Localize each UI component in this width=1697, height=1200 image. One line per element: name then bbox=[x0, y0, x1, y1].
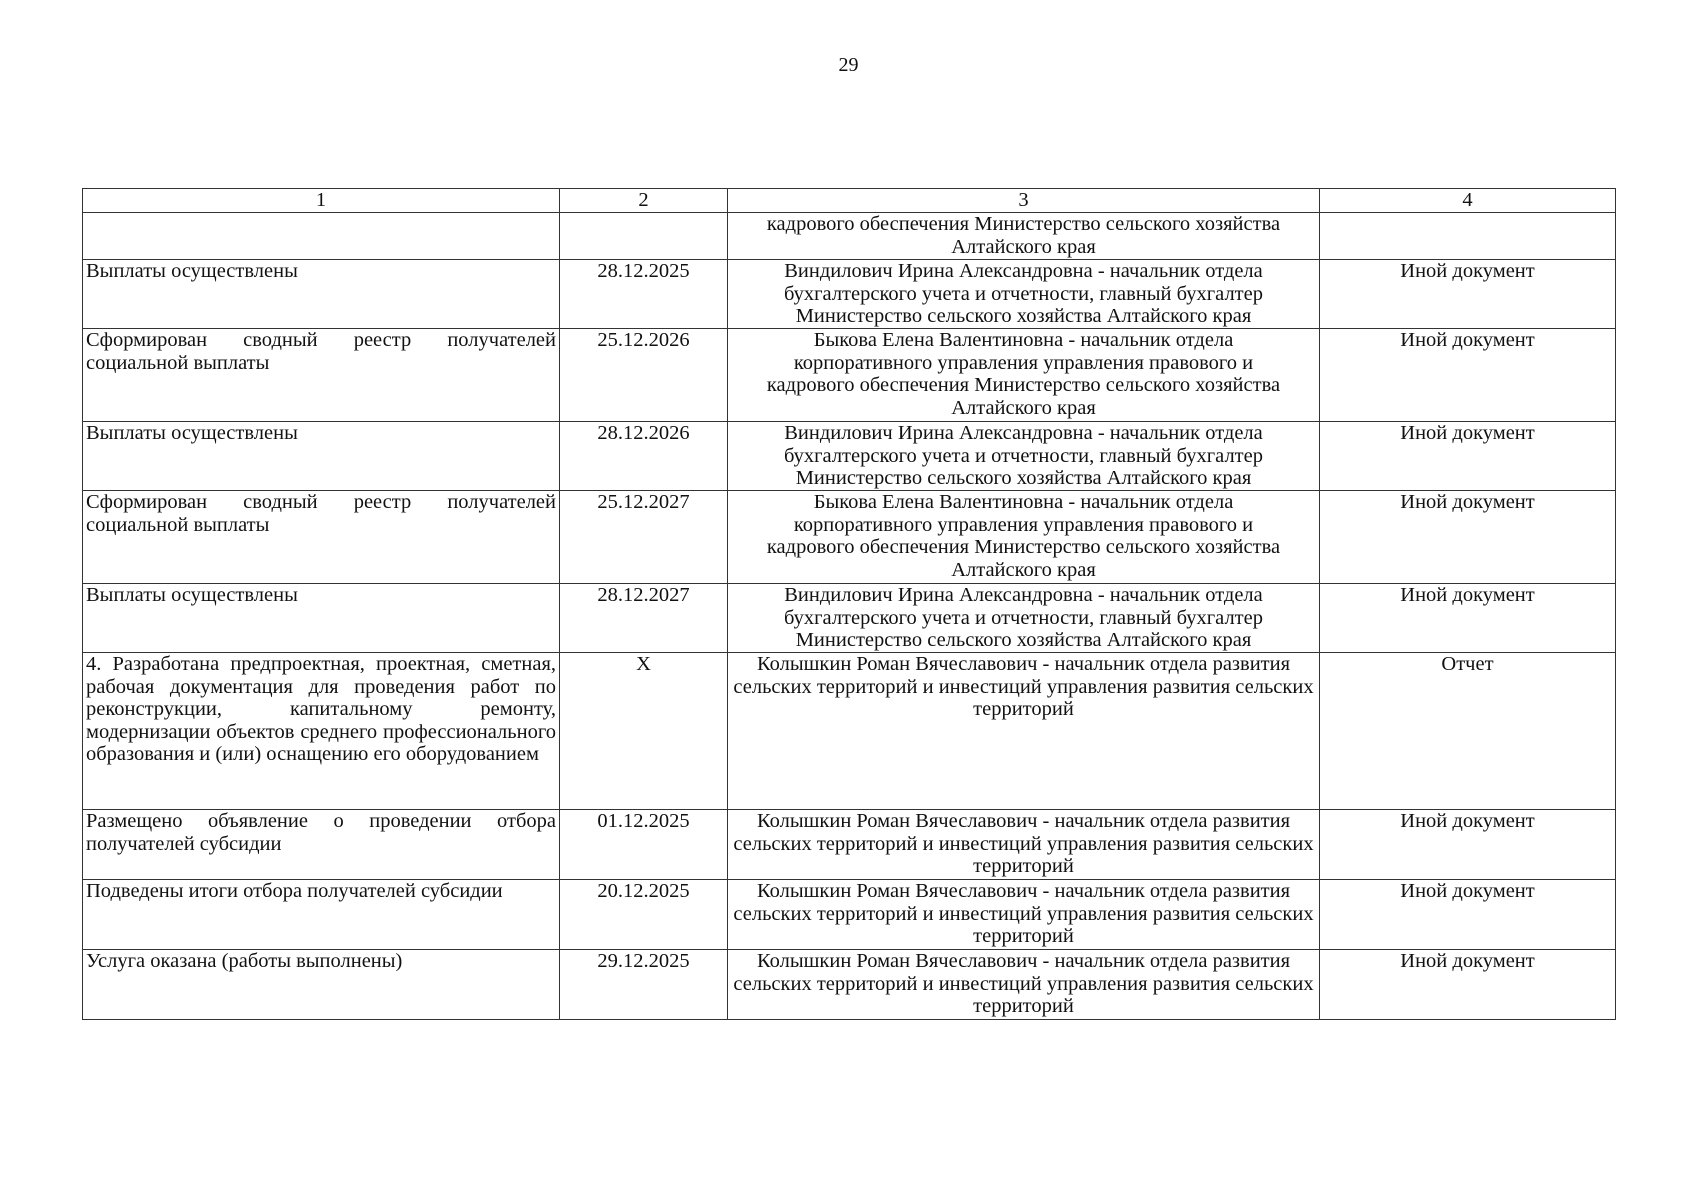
responsible-cell: Колышкин Роман Вячеславович - начальник отдела развития сельских территорий и инвестиций управления развития сельских территорий bbox=[728, 810, 1320, 880]
date-cell bbox=[560, 213, 728, 260]
table-row bbox=[83, 422, 1616, 491]
table-row bbox=[83, 880, 1616, 950]
column-number: 4 bbox=[1320, 189, 1616, 213]
responsible-cell: Быкова Елена Валентиновна - начальник отдела корпоративного управления управления правового и кадрового обеспечения Министерство сельского хозяйства Алтайского края bbox=[728, 329, 1320, 422]
table-row bbox=[83, 584, 1616, 653]
event-cell: Услуга оказана (работы выполнены) bbox=[83, 950, 560, 1020]
date-cell: 25.12.2027 bbox=[560, 491, 728, 584]
table-row bbox=[83, 653, 1616, 810]
column-number: 3 bbox=[728, 189, 1320, 213]
event-cell: Размещено объявление о проведении отбора получателей субсидии bbox=[83, 810, 560, 880]
document-type-cell: Иной документ bbox=[1320, 810, 1616, 880]
responsible-cell: Виндилович Ирина Александровна - начальник отдела бухгалтерского учета и отчетности, главный бухгалтер Министерство сельского хозяйства Алтайского края bbox=[728, 584, 1320, 653]
event-cell bbox=[83, 213, 560, 260]
page-number: 29 bbox=[838, 54, 859, 76]
document-type-cell: Иной документ bbox=[1320, 260, 1616, 329]
event-cell: Подведены итоги отбора получателей субсидии bbox=[83, 880, 560, 950]
event-cell: Выплаты осуществлены bbox=[83, 422, 560, 491]
responsible-cell: Виндилович Ирина Александровна - начальник отдела бухгалтерского учета и отчетности, главный бухгалтер Министерство сельского хозяйства Алтайского края bbox=[728, 260, 1320, 329]
table-row bbox=[83, 491, 1616, 584]
table-row bbox=[83, 810, 1616, 880]
table-row bbox=[83, 950, 1616, 1020]
column-number: 2 bbox=[560, 189, 728, 213]
document-type-cell bbox=[1320, 213, 1616, 260]
date-cell: 29.12.2025 bbox=[560, 950, 728, 1020]
event-cell: Сформирован сводный реестр получателей социальной выплаты bbox=[83, 329, 560, 422]
column-number-row bbox=[83, 189, 1616, 213]
document-type-cell: Иной документ bbox=[1320, 329, 1616, 422]
date-cell: 28.12.2027 bbox=[560, 584, 728, 653]
document-type-cell: Иной документ bbox=[1320, 950, 1616, 1020]
table-row bbox=[83, 213, 1616, 260]
event-cell: Выплаты осуществлены bbox=[83, 584, 560, 653]
date-cell: 28.12.2025 bbox=[560, 260, 728, 329]
responsible-cell: кадрового обеспечения Министерство сельского хозяйства Алтайского края bbox=[728, 213, 1320, 260]
date-cell: 20.12.2025 bbox=[560, 880, 728, 950]
event-cell: 4. Разработана предпроектная, проектная, сметная, рабочая документация для проведения работ по реконструкции, капитальному ремонту, модернизации объектов среднего профессионального образования и (или) оснащению его оборудованием bbox=[83, 653, 560, 810]
date-cell: X bbox=[560, 653, 728, 810]
document-type-cell: Иной документ bbox=[1320, 584, 1616, 653]
column-number: 1 bbox=[83, 189, 560, 213]
table-row bbox=[83, 260, 1616, 329]
date-cell: 25.12.2026 bbox=[560, 329, 728, 422]
event-cell: Выплаты осуществлены bbox=[83, 260, 560, 329]
document-type-cell: Отчет bbox=[1320, 653, 1616, 810]
responsible-cell: Виндилович Ирина Александровна - начальник отдела бухгалтерского учета и отчетности, главный бухгалтер Министерство сельского хозяйства Алтайского края bbox=[728, 422, 1320, 491]
document-type-cell: Иной документ bbox=[1320, 491, 1616, 584]
responsible-cell: Быкова Елена Валентиновна - начальник отдела корпоративного управления управления правового и кадрового обеспечения Министерство сельского хозяйства Алтайского края bbox=[728, 491, 1320, 584]
date-cell: 01.12.2025 bbox=[560, 810, 728, 880]
document-type-cell: Иной документ bbox=[1320, 880, 1616, 950]
responsible-cell: Колышкин Роман Вячеславович - начальник отдела развития сельских территорий и инвестиций управления развития сельских территорий bbox=[728, 950, 1320, 1020]
schedule-table bbox=[82, 188, 1616, 1020]
event-cell: Сформирован сводный реестр получателей социальной выплаты bbox=[83, 491, 560, 584]
responsible-cell: Колышкин Роман Вячеславович - начальник отдела развития сельских территорий и инвестиций управления развития сельских территорий bbox=[728, 653, 1320, 810]
date-cell: 28.12.2026 bbox=[560, 422, 728, 491]
document-type-cell: Иной документ bbox=[1320, 422, 1616, 491]
table-row bbox=[83, 329, 1616, 422]
responsible-cell: Колышкин Роман Вячеславович - начальник отдела развития сельских территорий и инвестиций управления развития сельских территорий bbox=[728, 880, 1320, 950]
